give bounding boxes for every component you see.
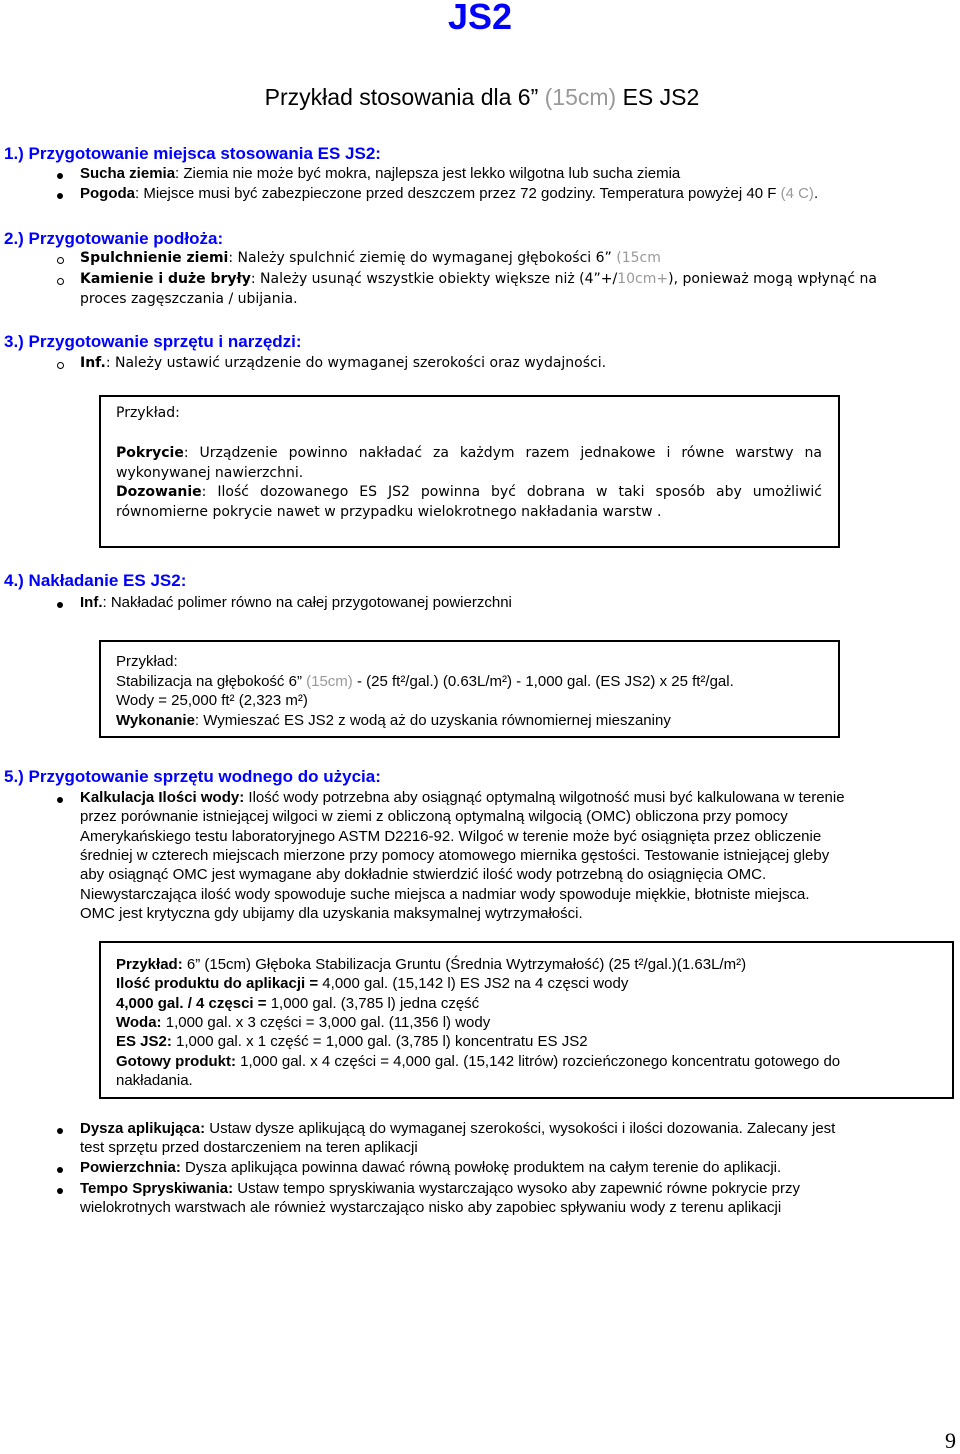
label: Pogoda bbox=[80, 185, 135, 202]
text: Stabilizacja na głębokość 6” bbox=[116, 673, 302, 690]
example-title: Przykład: bbox=[116, 653, 178, 670]
example-box-application bbox=[99, 640, 840, 738]
water-calc-line-1 bbox=[80, 789, 845, 806]
stabilization-line bbox=[116, 673, 734, 690]
bullet-icon bbox=[57, 257, 64, 264]
label: Inf. bbox=[80, 594, 103, 611]
text: : Urządzenie powinno nakładać za każdym razem jednakowe i równe warstwy na bbox=[183, 445, 822, 461]
bullet-icon bbox=[57, 278, 64, 285]
document-subtitle bbox=[0, 84, 960, 111]
text: Dysza aplikująca powinna dawać równą powłokę produktem na całym terenie do aplikacji. bbox=[180, 1159, 782, 1176]
text2: - (25 ft²/gal.) (0.63L/m²) - 1,000 gal. (ES JS2) x 25 ft²/gal. bbox=[356, 673, 734, 690]
s4-item-info bbox=[80, 594, 512, 611]
example-row-6-line2: nakładania. bbox=[116, 1072, 193, 1089]
label: Powierzchnia: bbox=[80, 1159, 181, 1176]
label: Sucha ziemia bbox=[80, 165, 176, 182]
water-line: Wody = 25,000 ft² (2,323 m²) bbox=[116, 692, 308, 709]
example-row-4 bbox=[116, 1014, 490, 1031]
section-5-heading: 5.) Przygotowanie sprzętu wodnego do użycia: bbox=[4, 767, 381, 786]
section-4-heading: 4.) Nakładanie ES JS2: bbox=[4, 571, 187, 590]
nozzle-line-2: test sprzętu przed dostarczeniem na teren aplikacji bbox=[80, 1139, 418, 1156]
bullet-icon bbox=[57, 362, 64, 369]
section-1-heading: 1.) Przygotowanie miejsca stosowania ES JS2: bbox=[4, 144, 381, 163]
example-row-1 bbox=[116, 956, 746, 973]
text: 1,000 gal. x 4 części = 4,000 gal. (15,142 litrów) rozcieńczonego koncentratu gotowego do bbox=[236, 1053, 841, 1070]
s3-item-info bbox=[80, 355, 606, 371]
example-row-5 bbox=[116, 1033, 588, 1050]
example-box-equipment bbox=[99, 395, 840, 548]
water-calc-line-5: aby osiągnąć OMC jest wymagane aby dokładnie stwierdzić ilość wody potrzebną do osiągnięcia OMC. bbox=[80, 866, 767, 883]
water-calc-line-3: Amerykańskiego testu laboratoryjnego ASTM D2216-92. Wilgoć w terenie może być osiągnięta przez obliczenie bbox=[80, 828, 822, 845]
example-row-6 bbox=[116, 1053, 840, 1070]
spray-rate-line-2: wielokrotnych warstwach ale również wystarczająco nisko aby zapobiec spływaniu wody z terenu aplikacji bbox=[80, 1199, 782, 1216]
text: : Nakładać polimer równo na całej przygotowanej powierzchni bbox=[102, 594, 512, 611]
water-calc-line-7: OMC jest krytyczna gdy ubijamy dla uzyskania maksymalnej wytrzymałości. bbox=[80, 905, 583, 922]
bullet-icon bbox=[57, 1167, 63, 1173]
subtitle-product: ES JS2 bbox=[622, 84, 700, 110]
surface-line bbox=[80, 1159, 781, 1176]
section-2-heading: 2.) Przygotowanie podłoża: bbox=[4, 229, 224, 248]
bullet-icon bbox=[57, 1128, 63, 1134]
label: Woda: bbox=[116, 1014, 162, 1031]
s1-item-dry-soil bbox=[80, 165, 680, 182]
label: Gotowy produkt: bbox=[116, 1053, 236, 1070]
text: : Należy ustawić urządzenie do wymaganej szerokości oraz wydajności. bbox=[105, 355, 607, 371]
execution-line bbox=[116, 712, 671, 729]
text: : Miejsce musi być zabezpieczone przed deszczem przez 72 godziny. Temperatura powyżej 40 F bbox=[135, 185, 777, 202]
section-3-heading: 3.) Przygotowanie sprzętu i narzędzi: bbox=[4, 332, 302, 351]
coverage-line bbox=[116, 445, 822, 461]
text: : Należy usunąć wszystkie obiekty większe niż (4”+/ bbox=[250, 271, 618, 287]
bullet-icon bbox=[57, 1188, 63, 1194]
label: Przykład: bbox=[116, 956, 183, 973]
page-number: 9 bbox=[945, 1428, 956, 1453]
label: Kamienie i duże bryły bbox=[80, 271, 251, 287]
subtitle-metric: (15cm) bbox=[544, 84, 617, 110]
bullet-icon bbox=[57, 602, 63, 608]
metric: 10cm+ bbox=[617, 271, 669, 287]
water-calc-line-4: średniej w czterech miejscach mierzone przy pomocy atomowego miernika gęstości. Testowanie istniejącej gleby bbox=[80, 847, 830, 864]
s2-item-stones-line2: proces zagęszczania / ubijania. bbox=[80, 291, 298, 307]
metric: (15cm bbox=[616, 250, 661, 266]
water-calc-line-6: Niewystarczająca ilość wody spowoduje suche miejsca a nadmiar wody spowoduje miękkie, błotniste miejsca. bbox=[80, 886, 810, 903]
text: : Ilość dozowanego ES JS2 powinna być dobrana w taki sposób aby umożliwić bbox=[201, 484, 822, 500]
text: : Należy spulchnić ziemię do wymaganej głębokości 6” bbox=[228, 250, 612, 266]
label: Ilość produktu do aplikacji = bbox=[116, 975, 319, 992]
s2-item-stones bbox=[80, 271, 877, 287]
label: Dysza aplikująca: bbox=[80, 1120, 206, 1137]
coverage-line2: wykonywanej nawierzchni. bbox=[116, 465, 304, 481]
s2-item-loosening bbox=[80, 250, 661, 266]
s1-item-weather bbox=[80, 185, 818, 202]
example-title: Przykład: bbox=[116, 405, 180, 421]
label: Kalkulacja Ilości wody: bbox=[80, 789, 245, 806]
label: 4,000 gal. / 4 częsci = bbox=[116, 995, 267, 1012]
label: Inf. bbox=[80, 355, 106, 371]
text: 1,000 gal. (3,785 l) jedna część bbox=[266, 995, 480, 1012]
water-calc-line-2: przez porównanie istniejącej wilgoci w ziemi z obliczoną optymalną wilgocią (OMC) obliczona przy pomocy bbox=[80, 808, 788, 825]
metric: (4 C) bbox=[780, 185, 814, 202]
text: Ilość wody potrzebna aby osiągnąć optymalną wilgotność musi być kalkulowana w terenie bbox=[244, 789, 845, 806]
text: : Wymieszać ES JS2 z wodą aż do uzyskania równomiernej mieszaniny bbox=[194, 712, 671, 729]
example-row-2 bbox=[116, 975, 628, 992]
end: . bbox=[813, 185, 819, 202]
text: 1,000 gal. x 1 część = 1,000 gal. (3,785 l) koncentratu ES JS2 bbox=[171, 1033, 588, 1050]
example-box-water bbox=[99, 941, 954, 1099]
bullet-icon bbox=[57, 193, 63, 199]
text: : Ziemia nie może być mokra, najlepsza jest lekko wilgotna lub sucha ziemia bbox=[175, 165, 681, 182]
document-title: JS2 bbox=[447, 0, 513, 37]
label: Dozowanie bbox=[116, 484, 202, 500]
nozzle-line-1 bbox=[80, 1120, 835, 1137]
label: Tempo Spryskiwania: bbox=[80, 1180, 234, 1197]
subtitle-text: Przykład stosowania dla 6” bbox=[264, 84, 539, 110]
text: 1,000 gal. x 3 części = 3,000 gal. (11,356 l) wody bbox=[161, 1014, 491, 1031]
label: Wykonanie bbox=[116, 712, 195, 729]
text: Ustaw tempo spryskiwania wystarczająco wysoko aby zapewnić równe pokrycie przy bbox=[233, 1180, 800, 1197]
label: ES JS2: bbox=[116, 1033, 172, 1050]
spray-rate-line-1 bbox=[80, 1180, 800, 1197]
dosing-line bbox=[116, 484, 822, 500]
text: 6” (15cm) Głęboka Stabilizacja Gruntu (Średnia Wytrzymałość) (25 t²/gal.)(1.63L/m²) bbox=[182, 956, 747, 973]
dosing-line2: równomierne pokrycie nawet w przypadku wielokrotnego nakładania warstw . bbox=[116, 504, 662, 520]
text: Ustaw dysze aplikującą do wymaganej szerokości, wysokości i ilości dozowania. Zalecany jest bbox=[205, 1120, 836, 1137]
text: 4,000 gal. (15,142 l) ES JS2 na 4 częsci wody bbox=[318, 975, 629, 992]
metric: (15cm) bbox=[306, 673, 353, 690]
text2: ), ponieważ mogą wpłynąć na bbox=[668, 271, 877, 287]
bullet-icon bbox=[57, 797, 63, 803]
bullet-icon bbox=[57, 173, 63, 179]
label: Spulchnienie ziemi bbox=[80, 250, 229, 266]
example-row-3 bbox=[116, 995, 479, 1012]
label: Pokrycie bbox=[116, 445, 184, 461]
